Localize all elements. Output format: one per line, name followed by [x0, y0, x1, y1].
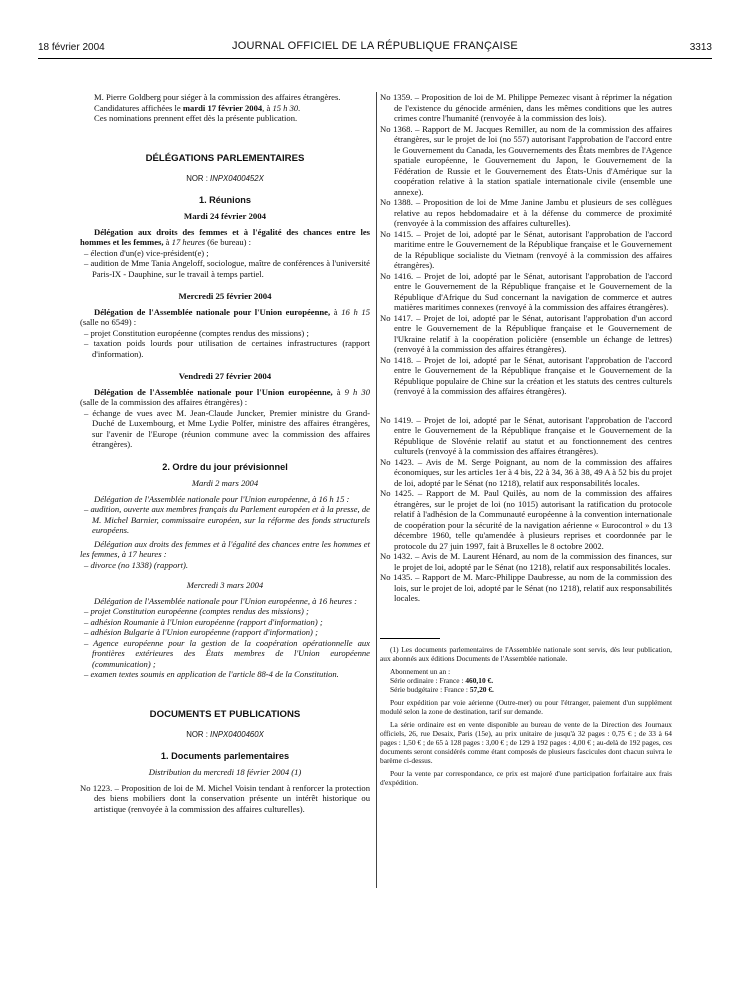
delegation-heading: Délégation de l'Assemblée nationale pour l'Union européenne, à 16 h 15 (salle no 6549) :	[80, 306, 370, 327]
distribution-heading: Distribution du mercredi 18 février 2004 (1)	[148, 767, 302, 777]
section-title-documents: DOCUMENTS ET PUBLICATIONS	[149, 708, 301, 720]
footnote-shipping: Pour expédition par voie aérienne (Outre-mer) ou pour l'étranger, paiement d'un supplément modulé selon la zone de destination, tarif sur demande.	[380, 697, 672, 716]
document-entry: No 1435. – Rapport de M. Marc-Philippe Daubresse, au nom de la commission des lois, sur le projet de loi, adopté par le Sénat (no 1218), relatif aux responsabilités locales.	[380, 572, 672, 603]
header-page-number: 3313	[689, 42, 712, 53]
subscription-label: Abonnement un an :	[390, 666, 451, 676]
document-entry: No 1419. – Projet de loi, adopté par le Sénat, autorisant l'approbation de l'accord entre le Gouvernement de la République française et le Gouvernement de la République de Slovénie relatif au statut et au fonctionnement des centres culturels (renvoyé à la commission des affaires étrangères).	[380, 414, 672, 456]
document-entry: No 1359. – Proposition de loi de M. Philippe Pemezec visant à réprimer la négation de l'existence du génocide arménien, dans les mêmes conditions que les autres crimes contre l'humanité (renvoyée à la commission des lois).	[380, 92, 672, 123]
document-entry: No 1415. – Projet de loi, adopté par le Sénat, autorisant l'approbation de l'accord maritime entre le Gouvernement de la République française et le Gouvernement de la République socialiste du Vietnam (renvoyé à la commission des affaires étrangères).	[380, 228, 672, 270]
delegation-heading: Délégation de l'Assemblée nationale pour l'Union européenne, à 9 h 30 (salle de la commission des affaires étrangères) :	[80, 386, 370, 407]
column-divider	[376, 92, 377, 888]
subsection-title-ordre-du-jour: 2. Ordre du jour prévisionnel	[162, 461, 288, 472]
agenda-item: – projet Constitution européenne (comptes rendus des missions) ;	[84, 606, 309, 616]
delegation-heading: Délégation aux droits des femmes et à l'égalité des chances entre les hommes et les femmes, à 17 heures (6e bureau) :	[80, 226, 370, 247]
day-heading: Mardi 2 mars 2004	[191, 478, 259, 488]
left-column	[80, 92, 370, 814]
footnote-separator	[380, 638, 440, 639]
agenda-item: – Agence européenne pour la gestion de la coopération opérationnelle aux frontières extérieures des États membres de l'Union européenne (communication) ;	[84, 637, 370, 669]
subsection-title-reunions: 1. Réunions	[198, 194, 252, 205]
header-date: 18 février 2004	[38, 42, 105, 53]
section-title-delegations: DÉLÉGATIONS PARLEMENTAIRES	[145, 152, 305, 164]
document-entry: No 1416. – Projet de loi, adopté par le Sénat, autorisant l'approbation de l'accord entre le Gouvernement de la République française et le Gouvernement de la République d'Afrique du Sud concernant la navigation de commerce et autres matières maritimes connexes (renvoyé à la commission des affaires étrangères).	[380, 270, 672, 312]
day-heading: Mercredi 25 février 2004	[178, 291, 272, 301]
intro-paragraph-3: Ces nominations prennent effet dès la présente publication.	[94, 113, 298, 123]
nor-reference: NOR : INPX0400460X	[186, 730, 264, 739]
day-heading: Mercredi 3 mars 2004	[186, 580, 264, 590]
agenda-item: – élection d'un(e) vice-président(e) ;	[84, 247, 209, 258]
agenda-item: – échange de vues avec M. Jean-Claude Juncker, Premier ministre du Grand-Duché de Luxembourg, et Mme Lydie Polfer, ministre des affaires étrangères, sur l'avenir de l'Europe (réunion commune avec la commission des affaires étrangères).	[84, 407, 370, 449]
agenda-item: – audition de Mme Tania Angeloff, sociologue, maître de conférences à l'université Paris-IX - Dauphine, sur le travail à temps partiel.	[84, 258, 370, 279]
subscription-budget: Série budgétaire : France : 57,20 €.	[390, 684, 494, 694]
header-rule	[38, 58, 712, 59]
document-entry: No 1418. – Projet de loi, adopté par le Sénat, autorisant l'approbation de l'accord entre le Gouvernement de la République française et le Gouvernement de la République populaire de Chine sur la création et les statuts des centres culturels (renvoyé à la commission des affaires étrangères).	[380, 354, 672, 396]
agenda-item: – adhésion Bulgarie à l'Union européenne (rapport d'information) ;	[84, 627, 318, 637]
page-header	[38, 40, 712, 56]
header-title: JOURNAL OFFICIEL DE LA RÉPUBLIQUE FRANÇAISE	[232, 40, 518, 52]
agenda-item: – examen textes soumis en application de l'article 88-4 de la Constitution.	[84, 669, 339, 679]
document-entry: No 1417. – Projet de loi, adopté par le Sénat, autorisant l'approbation d'un accord entre le Gouvernement de la République française et le Gouvernement de l'Ukraine relatif à la coopération policière (ensemble un échange de lettres) (renvoyé à la commission des affaires étrangères).	[380, 312, 672, 354]
intro-paragraph-2: Candidatures affichées le mardi 17 février 2004, à 15 h 30.	[94, 102, 301, 113]
document-entry: No 1423. – Avis de M. Serge Poignant, au nom de la commission des affaires économiques, sur les articles 1er à 4 bis, 22 à 34, 36 à 38, 49 A à 52 bis du projet de loi, adopté par le Sénat (no 1218), relatif aux responsabilités locales.	[380, 456, 672, 488]
intro-paragraph-1: M. Pierre Goldberg pour siéger à la commission des affaires étrangères.	[94, 92, 341, 102]
day-heading: Vendredi 27 février 2004	[178, 371, 272, 381]
agenda-item: – projet Constitution européenne (comptes rendus des missions) ;	[84, 327, 309, 338]
right-column	[380, 92, 672, 787]
nor-reference: NOR : INPX0400452X	[186, 174, 264, 183]
document-entry: No 1425. – Rapport de M. Paul Quilès, au nom de la commission des affaires étrangères, sur le projet de loi (no 1015) autorisant la ratification du protocole relatif à l'adhésion de la Communauté européenne à la convention internationale de coopération pour la sécurité de la navigation aérienne « Eurocontrol » du 13 décembre 1960, telle qu'amendée à plusieurs reprises et coordonnée par le protocole du 27 juin 1997, fait à Bruxelles le 8 octobre 2002.	[380, 488, 672, 551]
delegation-heading: Délégation de l'Assemblée nationale pour l'Union européenne, à 16 h 15 :	[94, 493, 350, 504]
document-entry: No 1223. – Proposition de loi de M. Michel Voisin tendant à renforcer la protection des biens mobiliers dont la conservation présente un intérêt historique ou artistique (renvoyée à la commission des affaires culturelles).	[80, 782, 370, 814]
agenda-item: – divorce (no 1338) (rapport).	[84, 559, 188, 570]
delegation-heading: Délégation de l'Assemblée nationale pour l'Union européenne, à 16 heures :	[94, 595, 357, 606]
delegation-heading: Délégation aux droits des femmes et à l'égalité des chances entre les hommes et les femmes, à 17 heures :	[80, 538, 370, 559]
footnote-1: (1) Les documents parlementaires de l'Assemblée nationale sont servis, dès leur publication, aux abonnés aux éditions Documents de l'Assemblée nationale.	[380, 644, 672, 663]
footnotes	[380, 638, 672, 787]
subsection-title-documents-parlementaires: 1. Documents parlementaires	[160, 750, 290, 761]
agenda-item: – audition, ouverte aux membres français du Parlement européen et à la presse, de M. Michel Barnier, commissaire européen, sur la réforme des fonds structurels européens.	[84, 504, 370, 535]
document-entry: No 1388. – Proposition de loi de Mme Janine Jambu et plusieurs de ses collègues relative au repos hebdomadaire et à la défense du commerce de proximité (renvoyée à la commission des affaires culturelles).	[380, 197, 672, 228]
document-entry: No 1432. – Avis de M. Laurent Hénard, au nom de la commission des finances, sur le projet de loi, adopté par le Sénat (no 1218), relatif aux responsabilités locales.	[380, 551, 672, 572]
agenda-item: – taxation poids lourds pour utilisation de certaines infrastructures (rapport d'information).	[84, 338, 370, 359]
day-heading: Mardi 24 février 2004	[183, 211, 267, 221]
subscription-ordinary: Série ordinaire : France : 460,10 €.	[390, 675, 494, 685]
document-entry: No 1368. – Rapport de M. Jacques Remiller, au nom de la commission des affaires étrangères, sur le projet de loi (no 557) autorisant l'approbation de l'accord entre le Gouvernement du Canada, les Gouvernements des États membres de l'Agence spatiale européenne, le Gouvernement du Japon, le Gouvernement de la Fédération de Russie et le Gouvernement des États-Unis d'Amérique sur la coopération relative à la station spatiale internationale civile (ensemble une annexe).	[380, 123, 672, 197]
footnote-correspondence: Pour la vente par correspondance, ce prix est majoré d'une participation forfaitaire aux frais d'expédition.	[380, 768, 672, 787]
agenda-item: – adhésion Roumanie à l'Union européenne (rapport d'information) ;	[84, 616, 323, 627]
footnote-sales: La série ordinaire est en vente disponible au bureau de vente de la Direction des Journaux officiels, 26, rue Desaix, Paris (15e), au prix unitaire de jusqu'à 32 pages : 0,75 € ; de 33 à 64 pages : 1,50 € ; de 65 à 128 pages : 3,00 € ; de 129 à 192 pages : 4,00 € ; au-delà de 192 pages, ces documents seront considérés comme étant composés de plusieurs fascicules dont chacun suivra le barème ci-dessus.	[380, 719, 672, 765]
